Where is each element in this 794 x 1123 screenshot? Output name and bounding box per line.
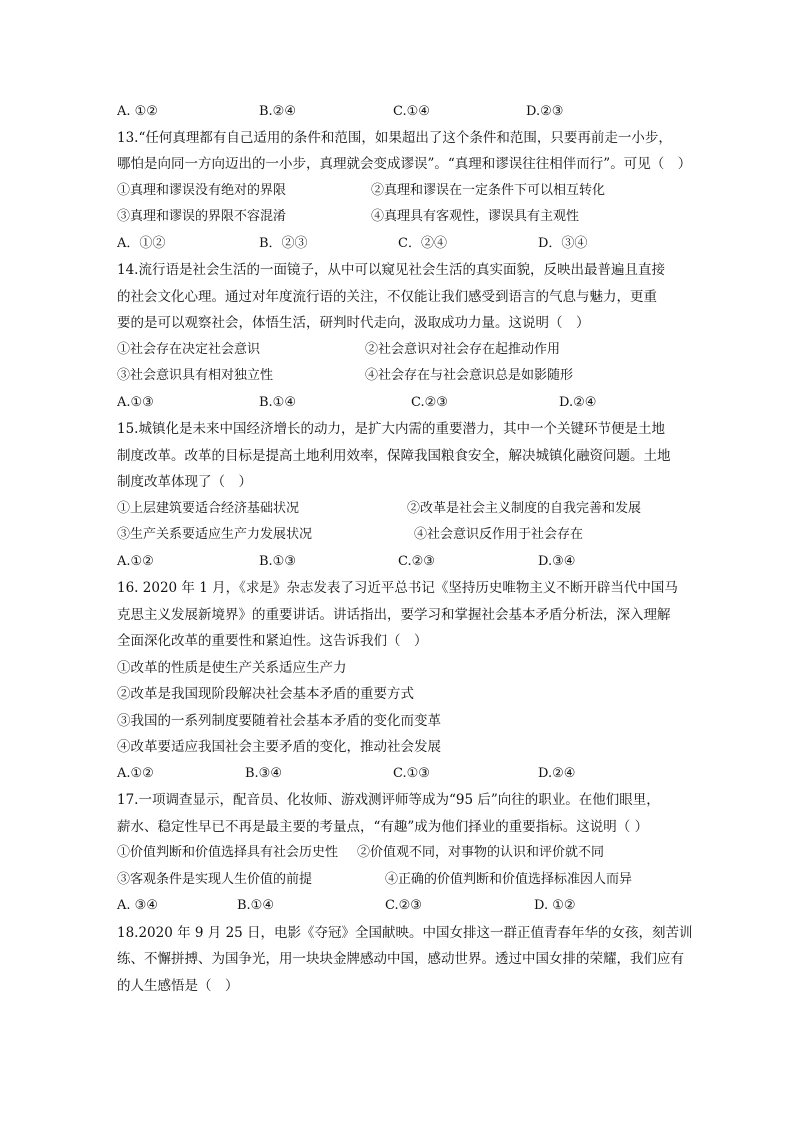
- q16-option-c[interactable]: C.①③: [393, 766, 430, 781]
- q12-option-d[interactable]: D.②③: [526, 104, 564, 119]
- q16-statement-3: ③我国的一系列制度要随着社会基本矛盾的变化而变革: [117, 713, 441, 729]
- q14-statements-row-1: [117, 340, 677, 360]
- q15-option-b[interactable]: B.①③: [259, 554, 296, 569]
- q17-option-b[interactable]: B.①④: [237, 898, 274, 913]
- q13-option-a[interactable]: A．①②: [117, 236, 166, 251]
- q13-statements-row-1: [117, 181, 677, 201]
- q13-statements-row-2: [117, 207, 677, 227]
- q14-statement-4: ④社会存在与社会意识总是如影随形: [365, 368, 574, 383]
- q13-statement-3: ③真理和谬误的界限不容混淆: [117, 209, 287, 224]
- q13-stem-line-1: 13.“任何真理都有自己适用的条件和范围，如果超出了这个条件和范围，只要再前走一小步，: [117, 130, 672, 146]
- q15-statement-4: ④社会意识反作用于社会存在: [414, 527, 584, 542]
- q14-stem-line-3: 要的是可以观察社会，体悟生活，研判时代走向，汲取成功力量。这说明（ ）: [117, 315, 590, 331]
- q17-statement-4: ④正确的价值判断和价值选择标准因人而异: [385, 872, 633, 887]
- q18-stem-line-3: 的人生感悟是（ ）: [117, 978, 239, 994]
- q15-options: [117, 552, 677, 572]
- q18-stem-line-2: 练、不懈拼搏、为国争光，用一块块金牌感动中国，感动世界。透过中国女排的荣耀，我们应有: [117, 951, 684, 967]
- q17-stem-line-2: 薪水、稳定性早已不再是最主要的考量点，“有趣”成为他们择业的重要指标。这说明（ ）: [117, 819, 649, 835]
- q14-stem-line-1: 14.流行语是社会生活的一面镜子，从中可以窥见社会生活的真实面貌，反映出最普遍且直接: [117, 262, 665, 278]
- q14-statements-row-2: [117, 366, 677, 386]
- q14-statement-3: ③社会意识具有相对独立性: [117, 368, 274, 383]
- q16-stem-line-3: 全面深化改革的重要性和紧迫性。这告诉我们（ ）: [117, 633, 428, 649]
- q12-option-a[interactable]: A. ①②: [117, 104, 158, 119]
- q15-stem-line-3: 制度改革体现了（ ）: [117, 474, 252, 490]
- q14-options: [117, 393, 677, 413]
- q14-option-a[interactable]: A.①③: [117, 395, 154, 410]
- q12-option-b[interactable]: B.②④: [259, 104, 296, 119]
- q15-statements-row-2: [117, 525, 677, 545]
- q17-options: [117, 896, 677, 916]
- q12-option-c[interactable]: C.①④: [393, 104, 430, 119]
- q13-statement-1: ①真理和谬误没有绝对的界限: [117, 183, 287, 198]
- q15-statement-3: ③生产关系要适应生产力发展状况: [117, 527, 313, 542]
- q17-option-a[interactable]: A. ③④: [117, 898, 158, 913]
- q14-option-d[interactable]: D.②④: [559, 395, 597, 410]
- q17-statement-2: ②价值观不同，对事物的认识和评价就不同: [357, 845, 605, 860]
- q16-statement-1: ①改革的性质是使生产关系适应生产力: [117, 660, 347, 676]
- q16-options: [117, 764, 677, 784]
- q15-statement-1: ①上层建筑要适合经济基础状况: [117, 501, 300, 516]
- q14-option-b[interactable]: B.①④: [259, 395, 296, 410]
- q15-stem-line-1: 15.城镇化是未来中国经济增长的动力，是扩大内需的重要潜力，其中一个关键环节便是土地: [117, 421, 665, 437]
- q14-option-c[interactable]: C.②③: [411, 395, 448, 410]
- q17-statement-3: ③客观条件是实现人生价值的前提: [117, 872, 313, 887]
- q16-option-d[interactable]: D.②④: [538, 766, 576, 781]
- q13-option-b[interactable]: B．②③: [259, 236, 308, 251]
- q17-statements-row-1: [117, 843, 677, 863]
- q13-statement-2: ②真理和谬误在一定条件下可以相互转化: [371, 183, 606, 198]
- q13-stem-line-2: 哪怕是向同一方向迈出的一小步，真理就会变成谬误”。“真理和谬误往往相伴而行”。可见（ ）: [117, 156, 692, 172]
- q16-option-a[interactable]: A.①②: [117, 766, 154, 781]
- q16-statement-2: ②改革是我国现阶段解决社会基本矛盾的重要方式: [117, 686, 414, 702]
- q16-stem-line-2: 克思主义发展新境界》的重要讲话。讲话指出，要学习和掌握社会基本矛盾分析法，深入理解: [117, 607, 671, 623]
- q14-statement-2: ②社会意识对社会存在起推动作用: [365, 342, 561, 357]
- q12-options: [117, 102, 677, 122]
- q13-option-d[interactable]: D．③④: [538, 236, 588, 251]
- q15-stem-line-2: 制度改革。改革的目标是提高土地利用效率，保障我国粮食安全，解决城镇化融资问题。土地: [117, 448, 671, 464]
- q17-stem-line-1: 17.一项调查显示，配音员、化妆师、游戏测评师等成为“95 后”向往的职业。在他们眼里，: [117, 792, 660, 808]
- q15-option-c[interactable]: C.②③: [398, 554, 435, 569]
- q16-option-b[interactable]: B.③④: [245, 766, 282, 781]
- q13-options: [117, 234, 677, 254]
- q15-option-d[interactable]: D.③④: [538, 554, 576, 569]
- q17-option-d[interactable]: D. ①②: [534, 898, 576, 913]
- q17-statements-row-2: [117, 870, 677, 890]
- q15-statement-2: ②改革是社会主义制度的自我完善和发展: [407, 501, 642, 516]
- q15-option-a[interactable]: A.①②: [117, 554, 154, 569]
- q16-stem-line-1: 16. 2020 年 1 月，《求是》杂志发表了习近平总书记《坚持历史唯物主义不断开辟当代中国马: [117, 580, 678, 596]
- q18-stem-line-1: 18.2020 年 9 月 25 日，电影《夺冠》全国献映。中国女排这一群正值青春年华的女孩，刻苦训: [117, 925, 693, 941]
- q16-statement-4: ④改革要适应我国社会主要矛盾的变化，推动社会发展: [117, 739, 441, 755]
- q14-stem-line-2: 的社会文化心理。通过对年度流行语的关注，不仅能让我们感受到语言的气息与魅力，更重: [117, 289, 657, 305]
- q14-statement-1: ①社会存在决定社会意识: [117, 342, 261, 357]
- q17-option-c[interactable]: C.②③: [385, 898, 422, 913]
- q13-option-c[interactable]: C．②④: [398, 236, 447, 251]
- q17-statement-1: ①价值判断和价值选择具有社会历史性: [117, 845, 339, 860]
- q15-statements-row-1: [117, 499, 677, 519]
- q13-statement-4: ④真理具有客观性，谬误具有主观性: [371, 209, 580, 224]
